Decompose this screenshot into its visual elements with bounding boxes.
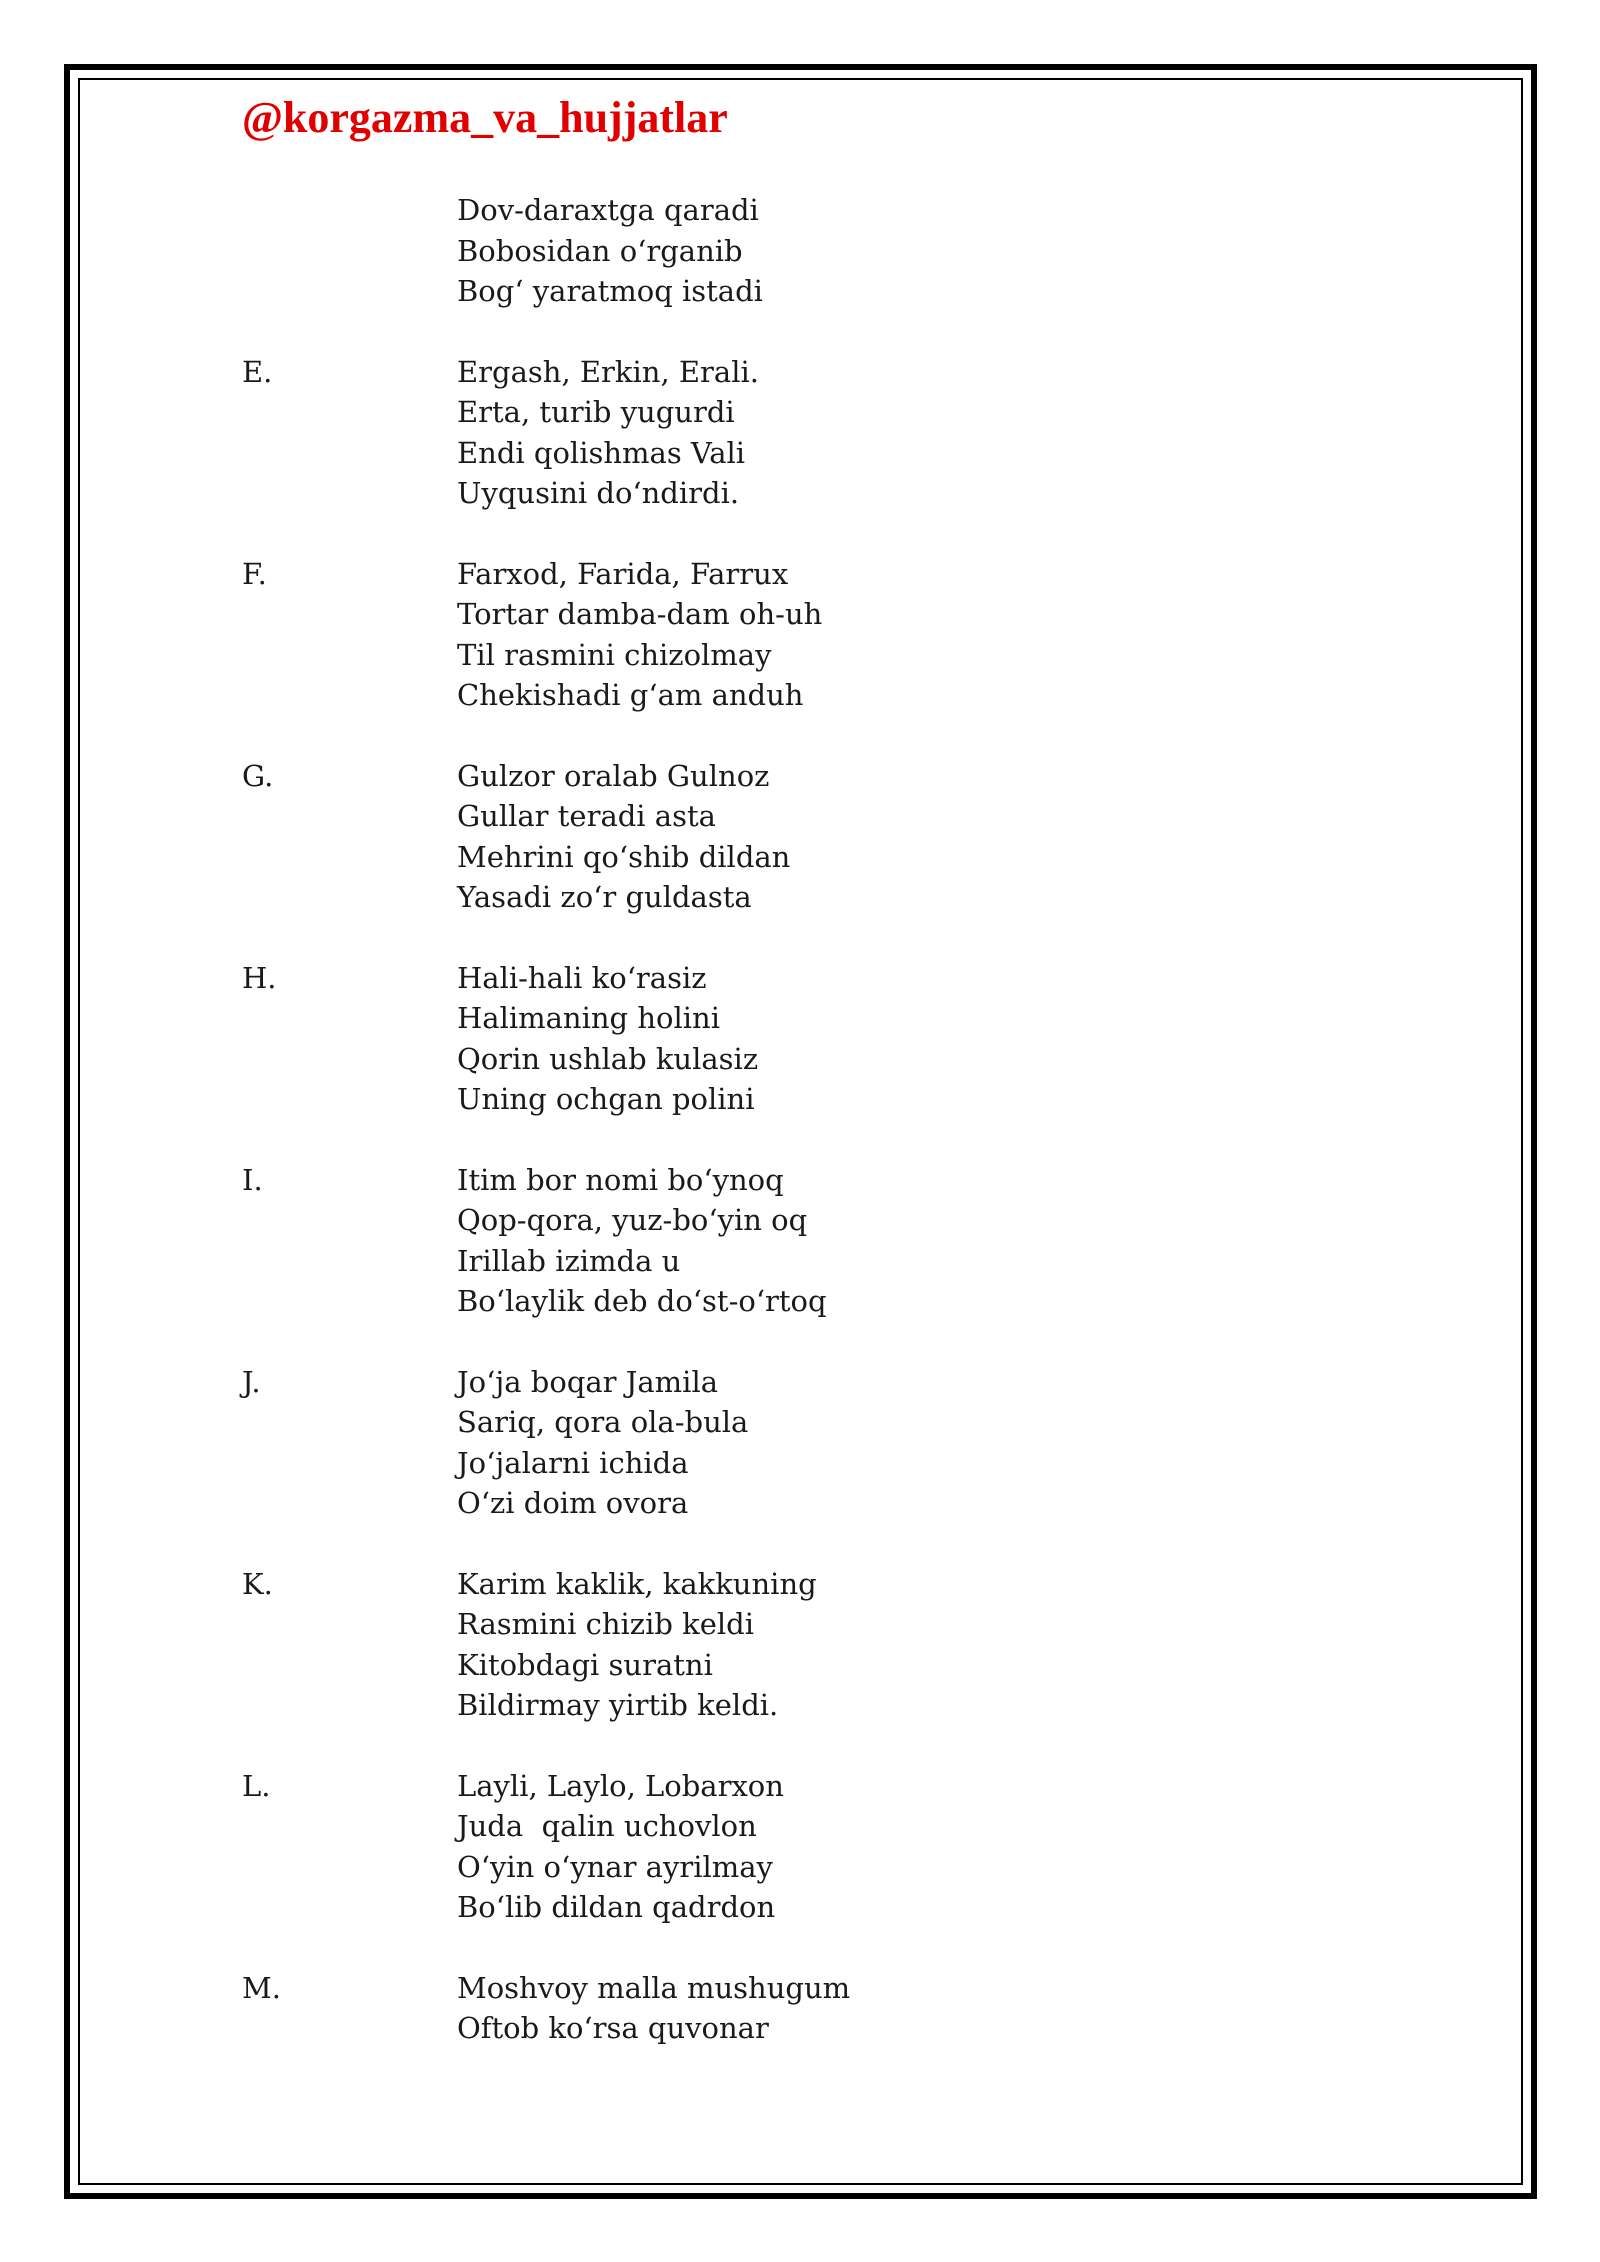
poem-stanza: [0, 958, 1600, 1120]
poem-line: Farxod, Farida, Farrux: [457, 556, 789, 591]
poem-stanza: [0, 1160, 1600, 1322]
stanza-lines: [457, 1564, 1600, 1726]
poem-line: O‘yin o‘ynar ayrilmay: [457, 1849, 773, 1884]
poem-line: Sariq, qora ola-bula: [457, 1405, 749, 1439]
poem-line: Jo‘jalarni ichida: [457, 1445, 689, 1480]
poem-line: Bo‘lib dildan qadrdon: [457, 1890, 776, 1924]
poem-line: Juda qalin uchovlon: [457, 1809, 757, 1843]
poem-line: Uyqusini do‘ndirdi.: [457, 476, 740, 510]
stanza-letter: F.: [242, 556, 267, 591]
stanza-lines: [457, 756, 1600, 918]
stanza-lines: [457, 1160, 1600, 1322]
poem-line: Irillab izimda u: [457, 1243, 681, 1278]
poem-line: Qorin ushlab kulasiz: [457, 1041, 759, 1076]
stanza-lines: [457, 1362, 1600, 1524]
poem-line: Gullar teradi asta: [457, 799, 716, 833]
stanza-lines: [457, 1968, 1600, 2049]
stanza-lines: [457, 190, 1600, 312]
poem-line: Layli, Laylo, Lobarxon: [457, 1768, 784, 1803]
poem-line: O‘zi doim ovora: [457, 1486, 689, 1520]
stanza-letter: K.: [242, 1566, 273, 1601]
poem-stanza: [0, 1968, 1600, 2049]
poem-line: Bo‘laylik deb do‘st-o‘rtoq: [457, 1284, 827, 1318]
poem-line: Kitobdagi suratni: [457, 1647, 713, 1682]
poem-line: Karim kaklik, kakkuning: [457, 1566, 817, 1601]
poem-stanza: [0, 190, 1600, 312]
poem-line: Bog‘ yaratmoq istadi: [457, 274, 763, 308]
poem-line: Moshvoy malla mushugum: [457, 1970, 851, 2005]
stanza-lines: [457, 958, 1600, 1120]
poem-line: Endi qolishmas Vali: [457, 435, 746, 470]
stanza-letter: H.: [242, 960, 277, 995]
poem-stanza: [0, 352, 1600, 514]
poem-line: Tortar damba-dam oh-uh: [457, 597, 823, 631]
poem-line: Ergash, Erkin, Erali.: [457, 354, 759, 389]
poem-line: Til rasmini chizolmay: [457, 637, 772, 672]
poem-stanza: [0, 1766, 1600, 1928]
stanza-letter: L.: [242, 1768, 271, 1803]
poem-line: Bildirmay yirtib keldi.: [457, 1688, 779, 1722]
poem-stanza: [0, 1564, 1600, 1726]
poem-list: [0, 190, 1600, 2089]
poem-line: Mehrini qo‘shib dildan: [457, 839, 791, 874]
stanza-letter: I.: [242, 1162, 263, 1197]
stanza-letter: J.: [242, 1364, 261, 1399]
stanza-letter: M.: [242, 1970, 281, 2005]
poem-line: Halimaning holini: [457, 1001, 720, 1035]
poem-line: Hali-hali ko‘rasiz: [457, 960, 707, 995]
poem-line: Oftob ko‘rsa quvonar: [457, 2011, 769, 2045]
poem-line: Gulzor oralab Gulnoz: [457, 758, 770, 793]
poem-line: Uning ochgan polini: [457, 1082, 755, 1116]
stanza-lines: [457, 352, 1600, 514]
poem-line: Dov-daraxtga qaradi: [457, 193, 759, 227]
poem-line: Bobosidan o‘rganib: [457, 233, 743, 268]
poem-line: Yasadi zo‘r guldasta: [457, 880, 752, 914]
poem-line: Chekishadi g‘am anduh: [457, 678, 804, 712]
stanza-letter: E.: [242, 354, 273, 389]
channel-handle: @korgazma_va_hujjatlar: [242, 93, 728, 142]
poem-stanza: [0, 1362, 1600, 1524]
poem-line: Itim bor nomi bo‘ynoq: [457, 1162, 784, 1197]
stanza-letter: G.: [242, 758, 274, 793]
stanza-lines: [457, 1766, 1600, 1928]
poem-stanza: [0, 756, 1600, 918]
poem-line: Erta, turib yugurdi: [457, 395, 735, 429]
poem-line: Rasmini chizib keldi: [457, 1607, 754, 1641]
poem-line: Jo‘ja boqar Jamila: [457, 1364, 719, 1399]
stanza-lines: [457, 554, 1600, 716]
poem-line: Qop-qora, yuz-bo‘yin oq: [457, 1203, 808, 1237]
poem-stanza: [0, 554, 1600, 716]
